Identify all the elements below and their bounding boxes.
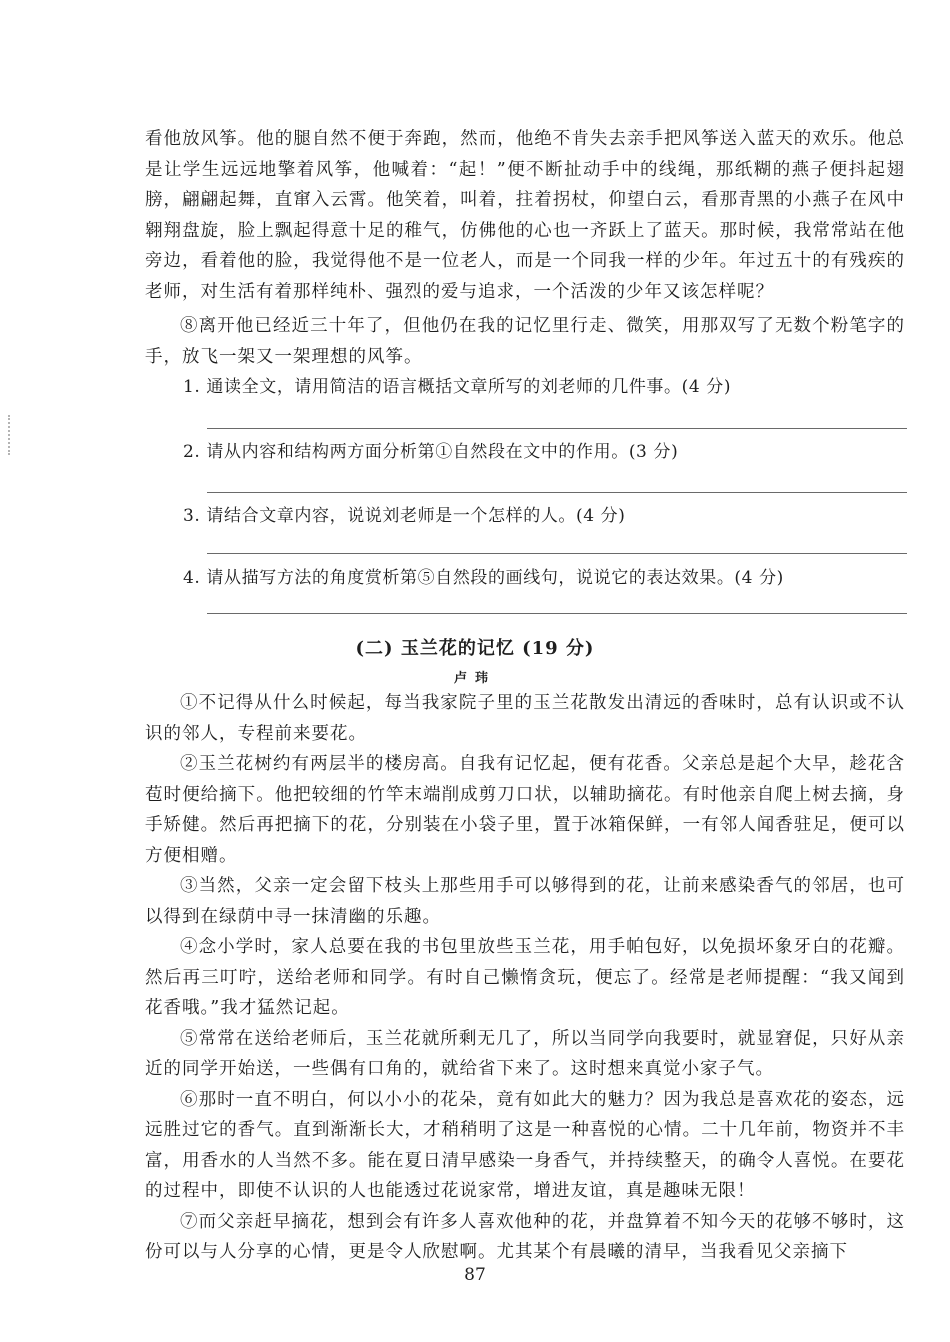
paragraph-8: ⑧离开他已经近三十年了，但他仍在我的记忆里行走、微笑，用那双写了无数个粉笔字的手，放飞一架又一架理想的风筝。 [145,316,905,367]
s2-paragraph-1: ①不记得从什么时候起，每当我家院子里的玉兰花散发出清远的香味时，总有认识或不认识的邻人，专程前来要花。 [145,693,905,744]
question-2: 2. 请从内容和结构两方面分析第①自然段在文中的作用。(3 分) [183,442,679,462]
s2-paragraph-2: ②玉兰花树约有两层半的楼房高。自我有记忆起，便有花香。父亲总是起个大早，趁花含苞时便给摘下。他把较细的竹竿末端削成剪刀口状，以辅助摘花。有时他亲自爬上树去摘，身手矫健。然后再把摘下的花，分别装在小袋子里，置于冰箱保鲜，一有邻人闻香驻足，便可以方便相赠。 [145,754,905,866]
answer-line-1[interactable] [207,428,907,429]
s2-paragraph-5: ⑤常常在送给老师后，玉兰花就所剩无几了，所以当同学向我要时，就显窘促，只好从亲近的同学开始送，一些偶有口角的，就给省下来了。这时想来真觉小家子气。 [145,1028,905,1079]
page-number: 87 [464,1265,486,1285]
s2-paragraph-6: ⑥那时一直不明白，何以小小的花朵，竟有如此大的魅力？因为我总是喜欢花的姿态，远远胜过它的香气。直到渐渐长大，才稍稍明了这是一种喜悦的心情。二十几年前，物资并不丰富，用香水的人当然不多。能在夏日清早感染一身香气，并持续整天，的确令人喜悦。在要花的过程中，即使不认识的人也能透过花说家常，增进友谊，真是趣味无限！ [145,1089,905,1201]
answer-line-3[interactable] [207,553,907,554]
answer-line-2[interactable] [207,492,907,493]
question-4: 4. 请从描写方法的角度赏析第⑤自然段的画线句，说说它的表达效果。(4 分) [183,568,784,588]
section2-body [145,688,905,1268]
margin-mark [8,415,13,455]
answer-line-4[interactable] [207,613,907,614]
s2-paragraph-3: ③当然，父亲一定会留下枝头上那些用手可以够得到的花，让前来感染香气的邻居，也可以得到在绿荫中寻一抹清幽的乐趣。 [145,876,905,927]
paragraph-7-continuation: 看他放风筝。他的腿自然不便于奔跑，然而，他绝不肯失去亲手把风筝送入蓝天的欢乐。他总是让学生远远地擎着风筝，他喊着：“起！”便不断扯动手中的线绳，那纸糊的燕子便抖起翅膀，翩翩起舞，直窜入云霄。他笑着，叫着，拄着拐杖，仰望白云，看那青黑的小燕子在风中翱翔盘旋，脸上飘起得意十足的稚气，仿佛他的心也一齐跃上了蓝天。那时候，我常常站在他旁边，看着他的脸，我觉得他不是一位老人，而是一个同我一样的少年。年过五十的有残疾的老师，对生活有着那样纯朴、强烈的爱与追求，一个活泼的少年又该怎样呢？ [145,129,905,302]
s2-paragraph-7: ⑦而父亲赶早摘花，想到会有许多人喜欢他种的花，并盘算着不知今天的花够不够时，这份可以与人分享的心情，更是令人欣慰啊。尤其某个有晨曦的清早，当我看见父亲摘下 [145,1211,905,1262]
author-name: 卢玮 [453,671,496,686]
question-3: 3. 请结合文章内容，说说刘老师是一个怎样的人。(4 分) [183,506,626,526]
section-title: (二) 玉兰花的记忆 (19 分) [355,638,595,659]
s2-paragraph-4: ④念小学时，家人总要在我的书包里放些玉兰花，用手帕包好，以免损坏象牙白的花瓣。然后再三叮咛，送给老师和同学。有时自己懒惰贪玩，便忘了。经常是老师提醒：“我又闻到花香哦。”我才猛然记起。 [145,937,905,1018]
passage1-top [145,124,905,372]
question-1: 1. 通读全文，请用简洁的语言概括文章所写的刘老师的几件事。(4 分) [183,377,732,397]
